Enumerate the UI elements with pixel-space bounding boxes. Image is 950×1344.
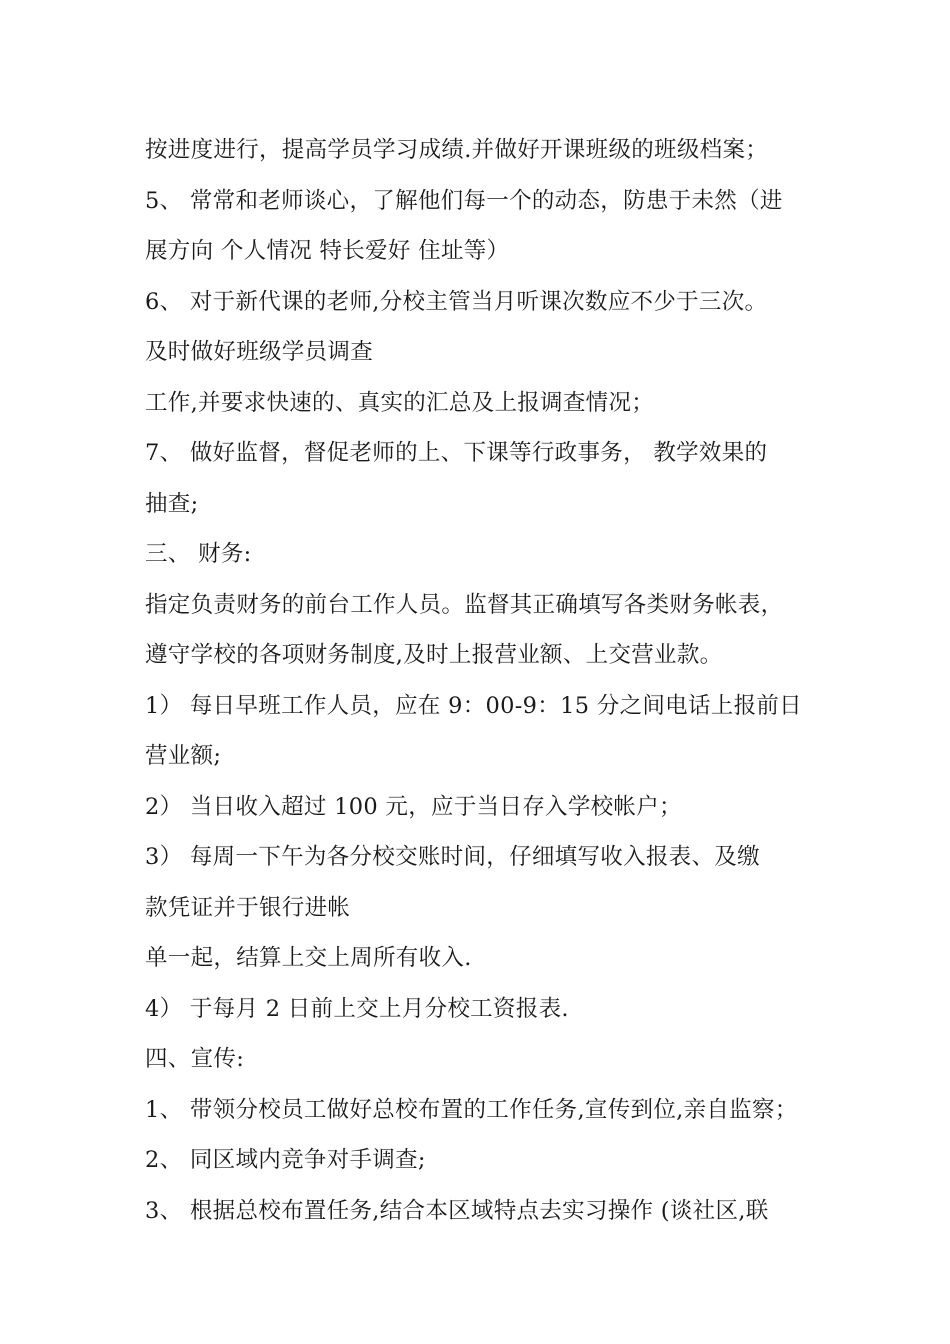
section-heading: 四、宣传:: [145, 1046, 245, 1072]
text-line: 展方向 个人情况 特长爱好 住址等）: [145, 238, 510, 264]
text-line: 单一起，结算上交上周所有收入.: [145, 945, 472, 971]
text-line: 按进度进行，提高学员学习成绩.并做好开课班级的班级档案；: [145, 137, 769, 163]
text-line: 1、 带领分校员工做好总校布置的工作任务,宣传到位,亲自监察；: [145, 1096, 798, 1123]
text-line: 工作,并要求快速的、真实的汇总及上报调查情况；: [145, 389, 655, 416]
text-line: 抽查;: [145, 490, 199, 517]
text-line: 及时做好班级学员调查: [145, 339, 374, 365]
section-heading: 三、 财务:: [145, 541, 252, 567]
text-line: 7、 做好监督，督促老师的上、下课等行政事务， 教学效果的: [145, 440, 768, 466]
text-line: 2、 同区域内竞争对手调查;: [145, 1147, 426, 1173]
text-line: 3） 每周一下午为各分校交账时间，仔细填写收入报表、及缴: [145, 844, 760, 870]
text-line: 遵守学校的各项财务制度,及时上报营业额、上交营业款。: [145, 642, 723, 668]
text-line: 营业额;: [145, 743, 222, 769]
text-line: 5、 常常和老师谈心，了解他们每一个的动态，防患于未然（进: [145, 187, 783, 214]
text-line: 款凭证并于银行进帐: [145, 894, 351, 921]
document-body: [145, 128, 825, 1239]
text-line: 3、 根据总校布置任务,结合本区域特点去实习操作 (谈社区,联: [145, 1197, 769, 1224]
text-line: 6、 对于新代课的老师,分校主管当月听课次数应不少于三次。: [145, 288, 768, 315]
text-line: 4） 于每月 2 日前上交上月分校工资报表.: [145, 995, 569, 1022]
text-line: 指定负责财务的前台工作人员。监督其正确填写各类财务帐表，: [145, 591, 784, 618]
text-line: 2） 当日收入超过 100 元，应于当日存入学校帐户；: [145, 793, 682, 820]
text-line: 1） 每日早班工作人员，应在 9：00-9：15 分之间电话上报前日: [145, 692, 802, 719]
